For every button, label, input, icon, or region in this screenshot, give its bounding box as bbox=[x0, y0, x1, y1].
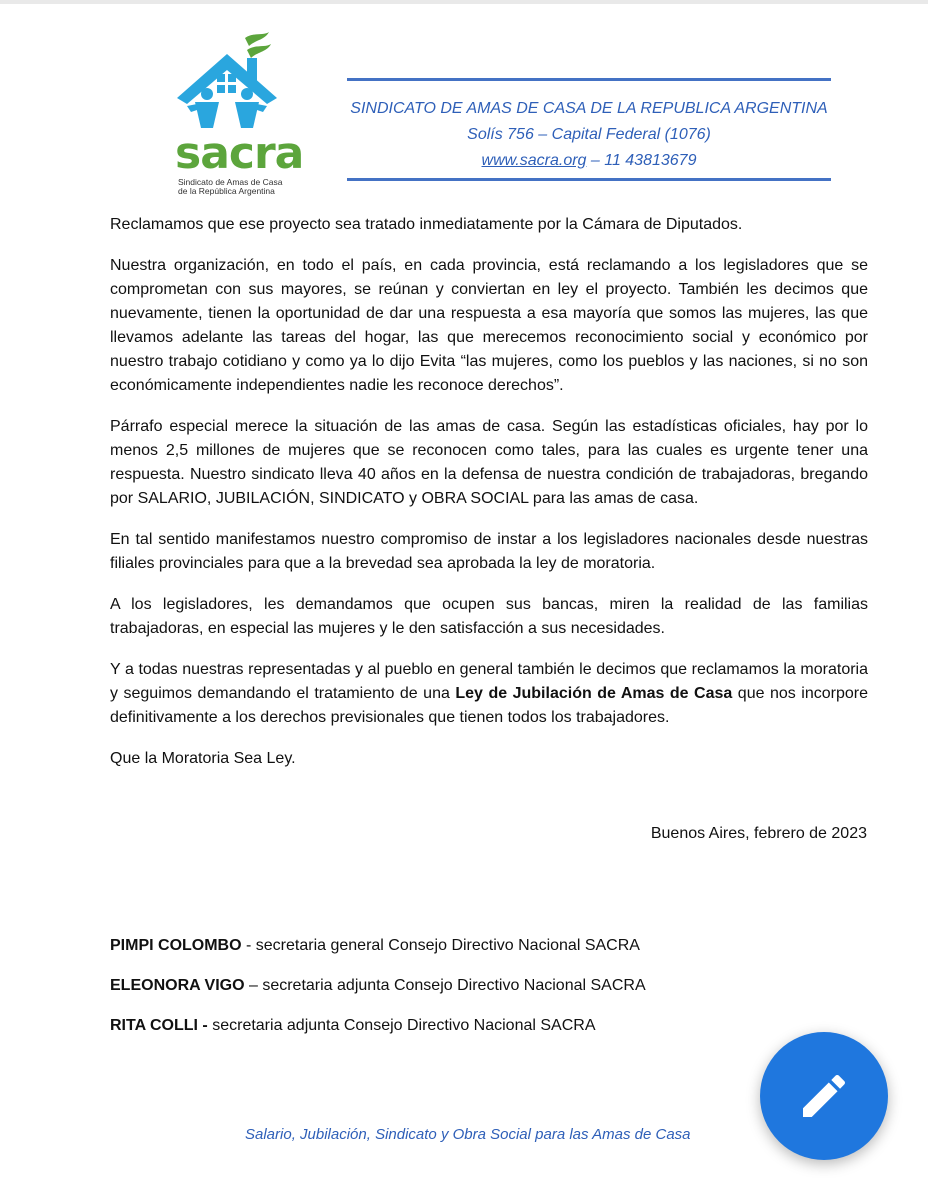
letter-date: Buenos Aires, febrero de 2023 bbox=[650, 825, 867, 842]
edit-button[interactable] bbox=[760, 1032, 888, 1160]
paragraph-5: A los legisladores, les demandamos que ocupen sus bancas, miren la realidad de las familias trabajadoras, en especial las mujeres y le den satisfacción a sus necesidades. bbox=[110, 596, 868, 637]
logo-subtitle-line-2: de la República Argentina bbox=[178, 186, 275, 196]
org-contact bbox=[347, 148, 831, 174]
website-link[interactable]: www.sacra.org bbox=[481, 152, 587, 169]
signers-list bbox=[110, 934, 870, 1054]
signer bbox=[110, 1014, 870, 1038]
page-top-edge bbox=[0, 0, 928, 4]
logo-subtitle bbox=[178, 178, 298, 196]
paragraph-6 bbox=[110, 658, 868, 730]
paragraph-6-end: que nos incorpore definitivamente a los derechos previsionales que tienen todos los trabajadores. bbox=[110, 685, 869, 726]
signer-role: – secretaria adjunta Consejo Directivo Nacional SACRA bbox=[244, 977, 646, 994]
signer bbox=[110, 974, 870, 998]
footer-slogan: Salario, Jubilación, Sindicato y Obra Social para las Amas de Casa bbox=[245, 1126, 691, 1143]
paragraph-6-start: Y a todas nuestras representadas y al pueblo en general también le decimos que reclamamos la moratoria y seguimos demandando el tratamiento de una bbox=[110, 661, 868, 702]
pencil-icon bbox=[796, 1068, 852, 1124]
signer bbox=[110, 934, 870, 958]
paragraph-3: Párrafo especial merece la situación de las amas de casa. Según las estadísticas oficiales, hay por lo menos 2,5 millones de mujeres que se reconocen como tales, para las cuales es urgente tener una respuesta. Nuestro sindicato lleva 40 años en la defensa de nuestra condición de trabajadoras, bregando por SALARIO, JUBILACIÓN, SINDICATO y OBRA SOCIAL para las amas de casa. bbox=[110, 418, 868, 507]
header-top-rule bbox=[347, 78, 831, 81]
house-icon bbox=[165, 28, 295, 138]
paragraph-7: Que la Moratoria Sea Ley. bbox=[110, 750, 296, 767]
letterhead bbox=[347, 96, 831, 174]
logo-subtitle-line-1: Sindicato de Amas de Casa bbox=[178, 177, 283, 187]
org-phone: – 11 43813679 bbox=[586, 152, 697, 169]
sacra-logo bbox=[165, 28, 304, 196]
letter-body bbox=[110, 213, 868, 788]
org-address: Solís 756 – Capital Federal (1076) bbox=[467, 126, 711, 143]
paragraph-1: Reclamamos que ese proyecto sea tratado inmediatamente por la Cámara de Diputados. bbox=[110, 216, 743, 233]
signer-name: PIMPI COLOMBO bbox=[110, 937, 242, 954]
org-name: SINDICATO DE AMAS DE CASA DE LA REPUBLICA ARGENTINA bbox=[350, 100, 828, 117]
paragraph-6-bold: Ley de Jubilación de Amas de Casa bbox=[455, 685, 733, 702]
signer-role: secretaria adjunta Consejo Directivo Nacional SACRA bbox=[207, 1017, 596, 1034]
signer-name: RITA COLLI - bbox=[110, 1017, 208, 1034]
paragraph-2: Nuestra organización, en todo el país, en cada provincia, está reclamando a los legisladores que se comprometan con sus mayores, se reúnan y conviertan en ley el proyecto. También les decimos que nuevamente, tienen la oportunidad de dar una respuesta a esa mayoría que somos las mujeres, las que llevamos adelante las tareas del hogar, las que merecemos reconocimiento social y económico por nuestro trabajo cotidiano y como ya lo dijo Evita “las mujeres, como los pueblos y las naciones, si no son económicamente independientes nadie les reconoce derechos”. bbox=[110, 257, 868, 394]
header-bottom-rule bbox=[347, 178, 831, 181]
signer-role: - secretaria general Consejo Directivo Nacional SACRA bbox=[241, 937, 640, 954]
signer-name: ELEONORA VIGO bbox=[110, 977, 245, 994]
paragraph-4: En tal sentido manifestamos nuestro compromiso de instar a los legisladores nacionales desde nuestras filiales provinciales para que a la brevedad sea aprobada la ley de moratoria. bbox=[110, 531, 868, 572]
logo-wordmark: sacra bbox=[175, 128, 304, 179]
